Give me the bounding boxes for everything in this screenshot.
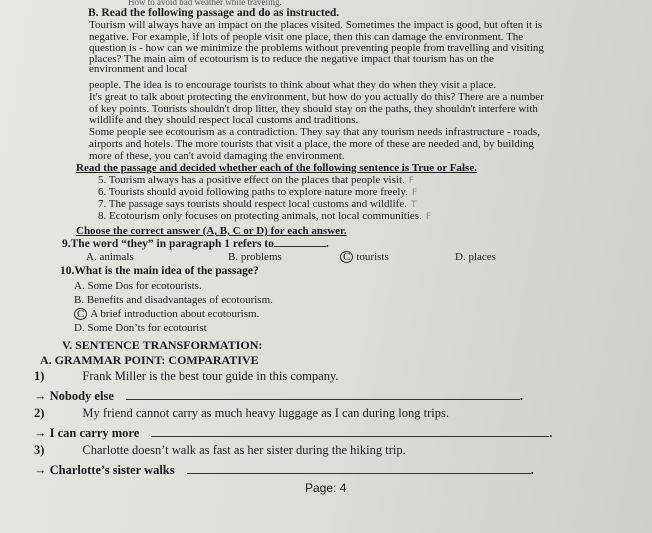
q9-end: . — [325, 238, 329, 250]
q9-option-b[interactable]: B. problems — [228, 251, 282, 263]
passage-line: It's great to talk about protecting the environment, but how do you actually do this? There are a number — [89, 91, 544, 103]
passage-line: places? The main aim of ecotourism is to reduce the negative impact that tourism has on the — [89, 53, 494, 65]
q9-option-d[interactable]: D. places — [455, 251, 496, 263]
tf-text: 5. Tourism always has a positive effect on the places that people visit. — [98, 174, 405, 186]
q10-option-d[interactable]: D. Some Don’ts for ecotourist — [74, 322, 207, 334]
transform-answer-3 — [34, 463, 534, 477]
q9-blank[interactable] — [274, 245, 326, 247]
q9-stem-text: 9.The word “they” in paragraph 1 refers to — [62, 238, 274, 250]
q10-option-c[interactable] — [74, 308, 259, 320]
item-number: 1) — [34, 369, 45, 383]
passage-line: negative. For example, if lots of people visit one place, then this can damage the environment. The — [89, 31, 524, 43]
tf-item — [98, 210, 431, 223]
tf-text: 6. Tourists should avoid following paths to explore nature more freely. — [98, 186, 408, 198]
transform-answer-2 — [34, 426, 552, 440]
page-number: Page: 4 — [305, 481, 347, 495]
passage-line: wildlife and they should respect local customs and traditions. — [89, 114, 359, 126]
tf-mark: T — [410, 200, 417, 210]
passage-line: question is - how can we minimize the problems without preventing people from travelling and visiting — [89, 42, 544, 54]
passage-line: Tourism will always have an impact on the places visited. Sometimes the impact is good, but often it is — [89, 19, 543, 31]
passage-line: environment and local — [89, 63, 188, 75]
transform-item-1 — [34, 369, 339, 383]
answer-blank-2[interactable] — [151, 435, 549, 437]
answer-end: . — [530, 463, 534, 477]
q10-option-b[interactable]: B. Benefits and disadvantages of ecotourism. — [74, 294, 273, 306]
q9-option-a[interactable]: A. animals — [86, 251, 134, 263]
passage-line: more of these, you can't avoid damaging the environment. — [89, 150, 345, 162]
q10-option-c-text: A brief introduction about ecotourism. — [90, 308, 260, 320]
passage-line: of key points. Tourists shouldn't drop litter, they should stay on the paths, they shouldn't interfere with — [89, 103, 538, 115]
circled-letter: C — [74, 308, 87, 320]
q9-option-c[interactable] — [340, 251, 389, 263]
tf-text: 8. Ecotourism only focuses on protecting animals, not local communities. — [98, 210, 422, 222]
passage-line: Some people see ecotourism as a contradiction. They say that any tourism needs infrastructure - roads, — [89, 126, 540, 138]
tf-mark: F — [425, 212, 432, 222]
transform-item-3 — [34, 443, 406, 457]
item-sentence: Charlotte doesn’t walk as fast as her sister during the hiking trip. — [82, 443, 406, 457]
q10-option-a[interactable]: A. Some Dos for ecotourists. — [74, 280, 202, 292]
q9-stem — [62, 238, 329, 250]
true-false-heading: Read the passage and decided whether each of the following sentence is True or False. — [76, 162, 477, 174]
circled-letter: C — [340, 251, 353, 263]
answer-blank-1[interactable] — [126, 398, 520, 400]
item-number: 2) — [34, 406, 45, 420]
answer-lead: → Nobody else — [34, 389, 114, 403]
top-fragment: How to avoid bad weather while traveling. — [128, 0, 282, 7]
answer-lead: → I can carry more — [34, 426, 140, 440]
item-sentence: My friend cannot carry as much heavy luggage as I can during long trips. — [82, 406, 449, 420]
answer-end: . — [549, 426, 553, 440]
answer-blank-3[interactable] — [187, 472, 531, 474]
transform-answer-1 — [34, 389, 523, 403]
passage-line: airports and hotels. The more tourists that visit a place, the more of these are needed and, by building — [89, 138, 534, 150]
answer-end: . — [519, 389, 523, 403]
q9-option-c-text: tourists — [356, 251, 389, 263]
transformation-heading: V. SENTENCE TRANSFORMATION: — [62, 338, 263, 352]
tf-mark: F — [411, 188, 418, 198]
item-number: 3) — [34, 443, 45, 457]
tf-text: 7. The passage says tourists should respect local customs and wildlife. — [98, 198, 407, 210]
tf-mark: F — [408, 176, 414, 186]
q10-stem: 10.What is the main idea of the passage? — [60, 265, 259, 277]
transform-item-2 — [34, 406, 449, 420]
answer-lead: → Charlotte’s sister walks — [34, 463, 175, 477]
passage-line: people. The idea is to encourage tourists to think about what they do when they visit a place. — [89, 79, 496, 91]
item-sentence: Frank Miller is the best tour guide in this company. — [82, 369, 339, 383]
grammar-point: A. GRAMMAR POINT: COMPARATIVE — [40, 353, 259, 367]
mcq-heading: Choose the correct answer (A, B, C or D) for each answer. — [76, 225, 347, 237]
section-b-heading: B. Read the following passage and do as instructed. — [88, 7, 340, 19]
